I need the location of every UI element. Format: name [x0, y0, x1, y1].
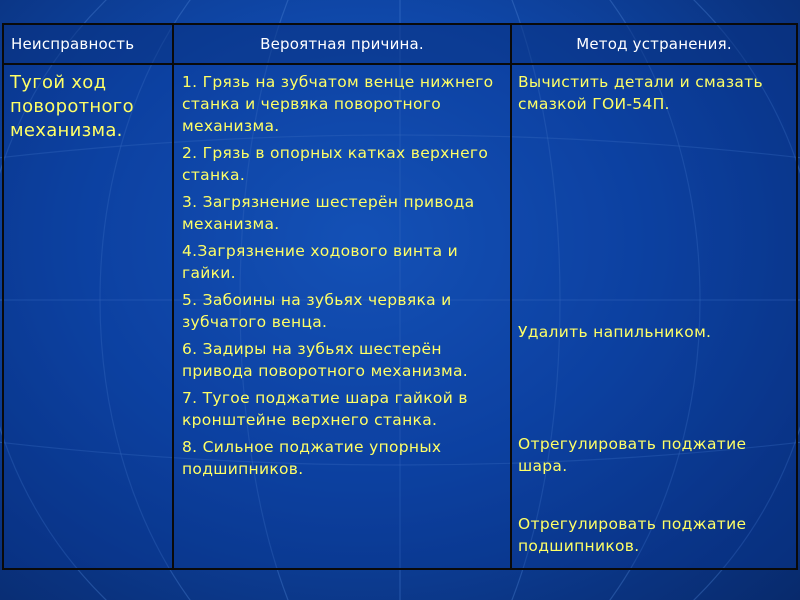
- header-fault: Неисправность: [3, 24, 173, 64]
- cause-item: 7. Тугое поджатие шара гайкой в кронштейне верхнего станка.: [182, 389, 468, 429]
- cause-item: 2. Грязь в опорных катках верхнего станка.: [182, 144, 489, 184]
- fault-cell: [3, 64, 173, 569]
- cause-item: 4.Загрязнение ходового винта и гайки.: [182, 242, 459, 282]
- fixes-cell: [511, 64, 797, 569]
- fix-item: Вычистить детали и смазать смазкой ГОИ-54П.: [518, 73, 763, 113]
- table-row: [3, 64, 797, 569]
- cause-item: 3. Загрязнение шестерён привода механизма.: [182, 193, 475, 233]
- header-cause: Вероятная причина.: [173, 24, 511, 64]
- causes-cell: [173, 64, 511, 569]
- cause-item: 6. Задиры на зубьях шестерён привода поворотного механизма.: [182, 340, 469, 380]
- header-fix: Метод устранения.: [511, 24, 797, 64]
- fault-text: Тугой ход поворотного механизма.: [10, 72, 134, 141]
- cause-item: 1. Грязь на зубчатом венце нижнего станка и червяка поворотного механизма.: [182, 73, 494, 135]
- fix-item: Удалить напильником.: [518, 323, 712, 341]
- header-row: [3, 24, 797, 64]
- cause-item: 8. Сильное поджатие упорных подшипников.: [182, 438, 442, 478]
- cause-item: 5. Забоины на зубьях червяка и зубчатого венца.: [182, 291, 452, 331]
- fault-table: [2, 23, 798, 570]
- fix-item: Отрегулировать поджатие подшипников.: [518, 515, 747, 555]
- fix-item: Отрегулировать поджатие шара.: [518, 435, 747, 475]
